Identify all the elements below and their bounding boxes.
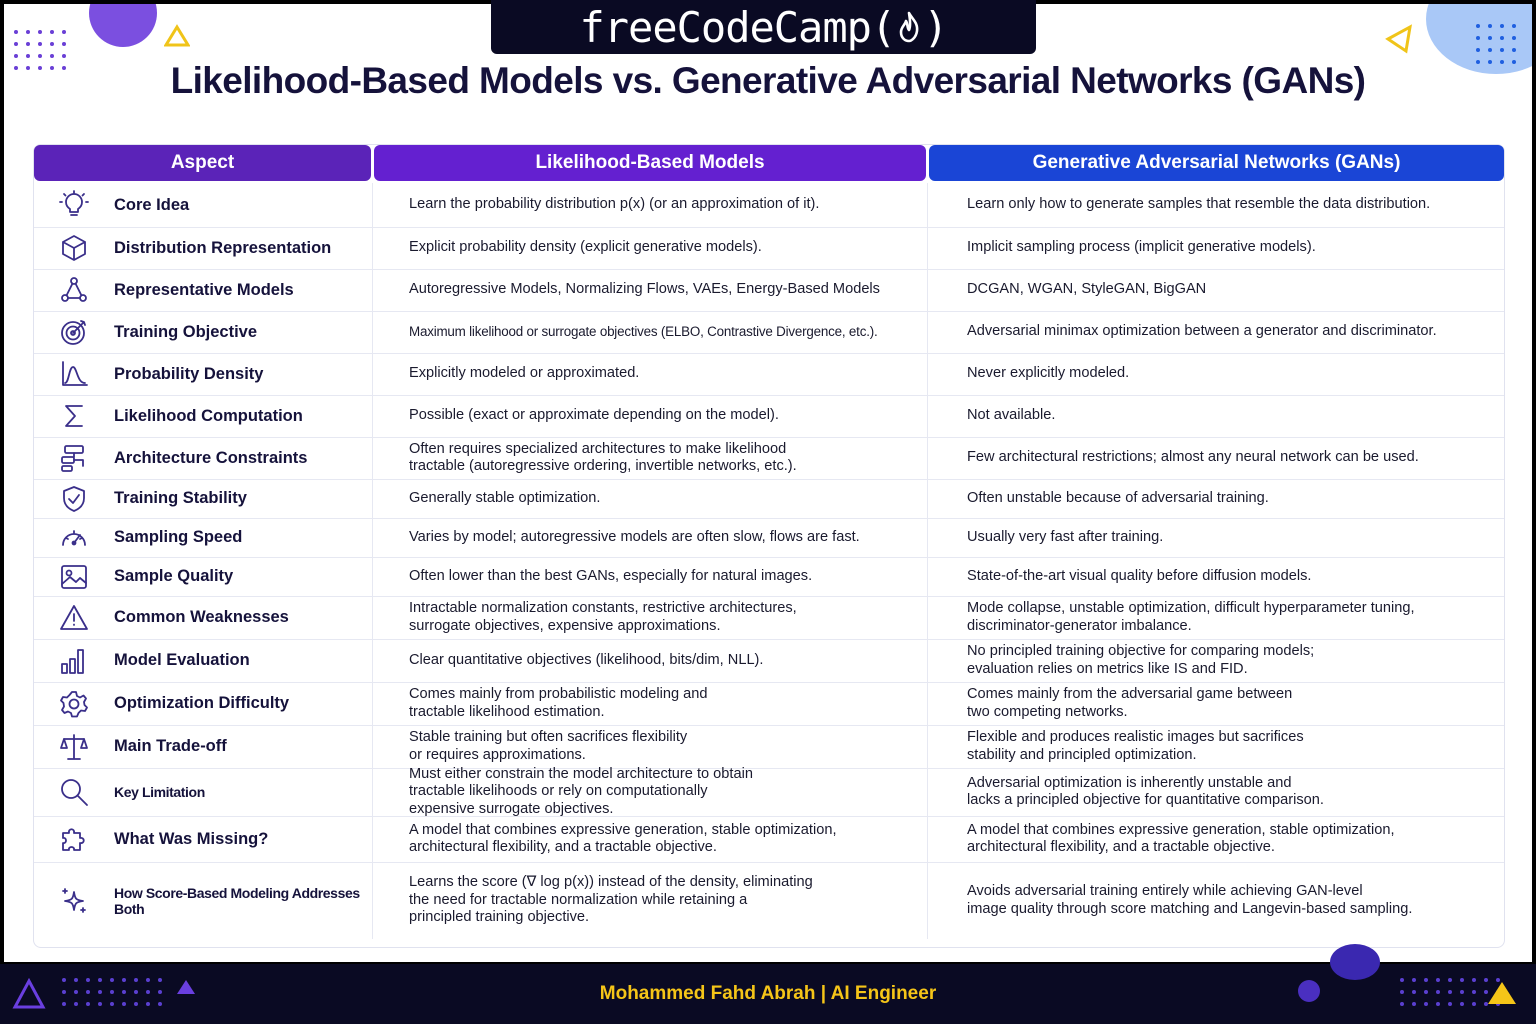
likelihood-text: Learns the score (∇ log p(x)) instead of the density, eliminating the need for tractable normalization while retaining a principled training objective. <box>409 874 813 926</box>
gans-cell <box>927 816 1504 862</box>
aspect-label: Probability Density <box>114 364 264 383</box>
likelihood-text: Stable training but often sacrifices flexibility or requires approximations. <box>409 729 688 763</box>
gear-icon <box>34 682 114 725</box>
likelihood-text: Often lower than the best GANs, especially for natural images. <box>409 567 813 584</box>
aspect-label: Common Weaknesses <box>114 608 289 626</box>
table-row <box>34 862 1504 939</box>
gans-cell <box>927 725 1504 768</box>
likelihood-cell <box>372 725 927 768</box>
table-row <box>34 725 1504 769</box>
aspect-cell <box>114 227 372 269</box>
likelihood-cell <box>372 639 927 682</box>
likelihood-cell <box>372 269 927 311</box>
gans-text: Never explicitly modeled. <box>967 365 1130 382</box>
gans-text: Implicit sampling process (implicit generative models). <box>967 239 1316 256</box>
table-row <box>34 395 1504 438</box>
table-row <box>34 518 1504 558</box>
decor-dot <box>14 30 18 34</box>
aspect-label: How Score-Based Modeling Addresses Both <box>114 884 360 917</box>
gans-text: A model that combines expressive generation, stable optimization, architectural flexibility, and a tractable objective. <box>967 821 1395 855</box>
aspect-label: Distribution Representation <box>114 238 332 257</box>
likelihood-cell <box>372 816 927 862</box>
page-title: Likelihood-Based Models vs. Generative Adversarial Networks (GANs) <box>170 60 1366 101</box>
aspect-cell <box>114 311 372 353</box>
sparkle-icon <box>34 862 114 939</box>
table-row <box>34 596 1504 640</box>
gans-cell <box>927 768 1504 816</box>
cube-icon <box>34 227 114 269</box>
gans-text: Adversarial optimization is inherently unstable and lacks a principled objective for quantitative comparison. <box>967 774 1324 808</box>
brand-logo <box>491 0 1036 54</box>
aspect-cell <box>114 518 372 557</box>
decor-dot <box>50 54 54 58</box>
decor-dot <box>38 30 42 34</box>
gans-text: Flexible and produces realistic images but sacrifices stability and principled optimization. <box>967 729 1304 763</box>
aspect-label: Representative Models <box>114 280 294 299</box>
likelihood-cell <box>372 479 927 518</box>
header-likelihood: Likelihood-Based Models <box>374 145 926 181</box>
speedometer-icon <box>34 518 114 557</box>
table-row <box>34 682 1504 726</box>
likelihood-cell <box>372 353 927 395</box>
comparison-table <box>33 144 1505 948</box>
network-icon <box>34 269 114 311</box>
gans-cell <box>927 311 1504 353</box>
likelihood-cell <box>372 682 927 725</box>
likelihood-text: Clear quantitative objectives (likelihood, bits/dim, NLL). <box>409 651 764 668</box>
aspect-label: Training Stability <box>114 489 247 507</box>
gans-text: Mode collapse, unstable optimization, difficult hyperparameter tuning, discriminator-generator imbalance. <box>967 600 1415 634</box>
likelihood-text: Intractable normalization constants, restrictive architectures, surrogate objectives, expensive approximations. <box>409 600 797 634</box>
table-row <box>34 639 1504 683</box>
likelihood-text: Maximum likelihood or surrogate objectives (ELBO, Contrastive Divergence, etc.). <box>409 323 878 339</box>
decor-dot <box>38 54 42 58</box>
decor-dot <box>50 30 54 34</box>
table-row <box>34 765 1504 817</box>
gans-cell <box>927 518 1504 557</box>
sigma-icon <box>34 395 114 437</box>
aspect-cell <box>114 479 372 518</box>
aspect-label: Model Evaluation <box>114 651 250 669</box>
aspect-label: Architecture Constraints <box>114 448 308 467</box>
table-row <box>34 269 1504 312</box>
aspect-cell <box>114 269 372 311</box>
likelihood-cell <box>372 596 927 639</box>
decor-dot <box>1500 48 1504 52</box>
flame-icon <box>895 10 923 44</box>
aspect-cell <box>114 596 372 639</box>
gans-cell <box>927 269 1504 311</box>
decor-dot <box>62 54 66 58</box>
aspect-label: Sample Quality <box>114 567 234 585</box>
gans-cell <box>927 862 1504 939</box>
gans-cell <box>927 353 1504 395</box>
likelihood-text: Generally stable optimization. <box>409 489 601 506</box>
gans-text: Few architectural restrictions; almost any neural network can be used. <box>967 449 1419 466</box>
brand-close: ) <box>923 2 948 52</box>
gans-cell <box>927 183 1504 227</box>
warning-icon <box>34 596 114 639</box>
aspect-cell <box>114 183 372 227</box>
likelihood-text: Learn the probability distribution p(x) (or an approximation of it). <box>409 196 820 213</box>
likelihood-cell <box>372 862 927 939</box>
aspect-cell <box>114 437 372 479</box>
likelihood-cell <box>372 437 927 479</box>
aspect-cell <box>114 768 372 816</box>
decor-dot <box>14 54 18 58</box>
decor-dot <box>1500 24 1504 28</box>
footer <box>0 964 1536 1024</box>
shield-check-icon <box>34 479 114 518</box>
aspect-cell <box>114 395 372 437</box>
aspect-label: Core Idea <box>114 195 190 214</box>
table-row <box>34 353 1504 396</box>
table-row <box>34 557 1504 597</box>
decor-dot <box>62 42 66 46</box>
aspect-cell <box>114 816 372 862</box>
decor-dot <box>62 30 66 34</box>
gans-text: Usually very fast after training. <box>967 528 1164 545</box>
gans-text: Not available. <box>967 407 1056 424</box>
aspect-label: Likelihood Computation <box>114 406 303 425</box>
gans-cell <box>927 557 1504 596</box>
table-row <box>34 816 1504 863</box>
likelihood-cell <box>372 311 927 353</box>
likelihood-cell <box>372 557 927 596</box>
aspect-label: Sampling Speed <box>114 528 243 546</box>
gans-text: Avoids adversarial training entirely while achieving GAN-level image quality through score matching and Langevin-based sampling. <box>967 883 1413 917</box>
decor-dot <box>26 42 30 46</box>
header-aspect: Aspect <box>34 145 371 181</box>
decor-dot <box>26 54 30 58</box>
likelihood-text: Explicit probability density (explicit generative models). <box>409 239 762 256</box>
scale-icon <box>34 725 114 768</box>
gans-text: Comes mainly from the adversarial game between two competing networks. <box>967 686 1293 720</box>
likelihood-text: Must either constrain the model architecture to obtain tractable likelihoods or rely on computationally expensive surrogate objectives. <box>409 765 753 817</box>
decor-dot <box>14 42 18 46</box>
decor-dot <box>1488 36 1492 40</box>
author-credit: Mohammed Fahd Abrah | AI Engineer <box>599 983 937 1004</box>
likelihood-text: Comes mainly from probabilistic modeling and tractable likelihood estimation. <box>409 686 708 720</box>
aspect-label: Optimization Difficulty <box>114 694 290 712</box>
likelihood-cell <box>372 518 927 557</box>
table-row <box>34 437 1504 480</box>
aspect-label: Main Trade-off <box>114 737 227 755</box>
gans-cell <box>927 227 1504 269</box>
density-chart-icon <box>34 353 114 395</box>
decor-dot <box>38 42 42 46</box>
likelihood-text: Autoregressive Models, Normalizing Flows, VAEs, Energy-Based Models <box>409 281 880 298</box>
likelihood-cell <box>372 395 927 437</box>
decor-dot <box>1476 36 1480 40</box>
decor-dot <box>26 30 30 34</box>
table-row <box>34 479 1504 519</box>
bar-chart-icon <box>34 639 114 682</box>
gans-text: Learn only how to generate samples that resemble the data distribution. <box>967 196 1431 213</box>
gans-text: State-of-the-art visual quality before diffusion models. <box>967 567 1312 584</box>
decor-dot <box>1500 36 1504 40</box>
gans-text: No principled training objective for comparing models; evaluation relies on metrics like IS and FID. <box>967 643 1315 677</box>
table-row <box>34 183 1504 228</box>
decor-dot <box>1488 48 1492 52</box>
gans-text: Adversarial minimax optimization between a generator and discriminator. <box>967 323 1437 340</box>
decor-circle <box>89 4 157 47</box>
gans-cell <box>927 395 1504 437</box>
likelihood-cell <box>372 183 927 227</box>
aspect-cell <box>114 725 372 768</box>
aspect-cell <box>114 862 372 939</box>
likelihood-text: Possible (exact or approximate depending on the model). <box>409 407 779 424</box>
table-row <box>34 227 1504 270</box>
decor-dots <box>1476 24 1516 64</box>
brand-name: freeCodeCamp( <box>579 2 896 52</box>
image-icon <box>34 557 114 596</box>
triangle-icon <box>1384 24 1414 54</box>
likelihood-cell <box>372 227 927 269</box>
decor-dot <box>1476 24 1480 28</box>
aspect-label: What Was Missing? <box>114 829 269 848</box>
architecture-icon <box>34 437 114 479</box>
header-gans: Generative Adversarial Networks (GANs) <box>929 145 1504 181</box>
likelihood-text: A model that combines expressive generation, stable optimization, architectural flexibility, and a tractable objective. <box>409 821 837 855</box>
gans-cell <box>927 596 1504 639</box>
triangle-icon <box>164 24 190 48</box>
aspect-cell <box>114 557 372 596</box>
decor-dot <box>1512 48 1516 52</box>
decor-dot <box>1476 48 1480 52</box>
gans-cell <box>927 682 1504 725</box>
decor-dot <box>1488 24 1492 28</box>
table-row <box>34 311 1504 354</box>
likelihood-text: Often requires specialized architectures to make likelihood tractable (autoregressive ordering, invertible networks, etc.). <box>409 440 797 474</box>
gans-cell <box>927 639 1504 682</box>
gans-cell <box>927 479 1504 518</box>
likelihood-cell <box>372 765 927 817</box>
decor-dot <box>50 42 54 46</box>
gans-cell <box>927 437 1504 479</box>
infographic <box>4 4 1532 962</box>
gans-text: Often unstable because of adversarial training. <box>967 489 1269 506</box>
decor-dot <box>1512 24 1516 28</box>
lightbulb-icon <box>34 183 114 227</box>
puzzle-icon <box>34 816 114 862</box>
aspect-label: Training Objective <box>114 322 258 341</box>
decor-dot <box>1512 36 1516 40</box>
aspect-cell <box>114 682 372 725</box>
aspect-cell <box>114 639 372 682</box>
likelihood-text: Explicitly modeled or approximated. <box>409 365 640 382</box>
aspect-cell <box>114 353 372 395</box>
search-icon <box>34 768 114 816</box>
target-icon <box>34 311 114 353</box>
gans-text: DCGAN, WGAN, StyleGAN, BigGAN <box>967 281 1207 298</box>
aspect-label: Key Limitation <box>114 784 205 800</box>
likelihood-text: Varies by model; autoregressive models are often slow, flows are fast. <box>409 528 860 545</box>
